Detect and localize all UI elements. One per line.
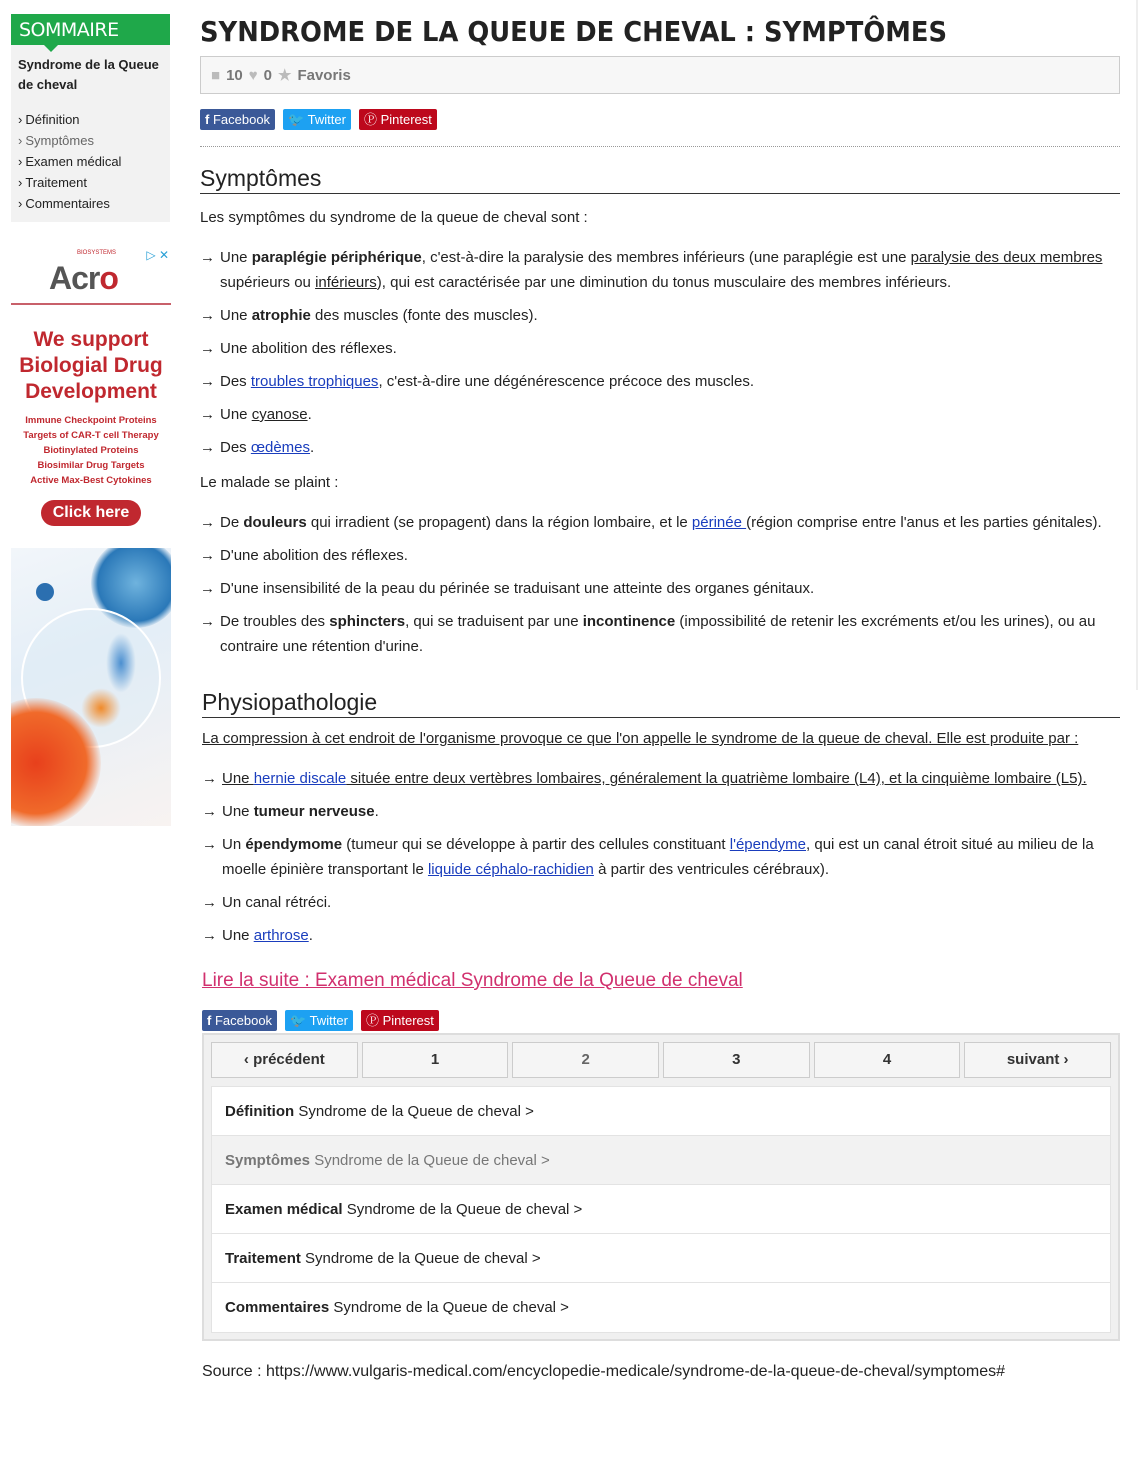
arrow-right-icon: → (202, 927, 217, 944)
text: , qui se traduisent par une (405, 613, 583, 630)
bold-term: incontinence (582, 613, 676, 630)
list-item (202, 923, 1120, 948)
physio-list (202, 766, 1120, 948)
list-item (200, 609, 1120, 659)
list-item (200, 510, 1120, 535)
text: qui irradient (se propagent) dans la région lombaire, et le (306, 514, 692, 531)
page-list (211, 1086, 1111, 1333)
advertisement[interactable]: BIOSYSTEMS Acro ▷ ✕ We support Biologial Drug Development Immune Checkpoint Proteins Targets of CAR-T cell Therapy Biotinylated Proteins Biosimilar Drug Targets Active Max-Best Cytokines Click here (11, 248, 171, 826)
ad-headline: We support Biologial Drug Development (19, 328, 163, 403)
text: , c'est-à-dire une dégénérescence précoce des muscles. (378, 373, 755, 390)
share-buttons-top (200, 109, 1120, 130)
text: (impossibilité de retenir les excréments et/ou les urines), ou au contraire une rétention d'urine. (220, 613, 1096, 655)
inline-link[interactable]: œdèmes (250, 439, 311, 456)
symptomes-heading: Symptômes (200, 165, 1120, 194)
arrow-right-icon: → (200, 580, 215, 597)
next-page-button[interactable]: suivant › (964, 1042, 1111, 1078)
sidebar-item-4[interactable] (18, 193, 163, 214)
comment-icon[interactable]: ■ (211, 66, 221, 84)
bold-term: atrophie (251, 307, 311, 324)
list-item (202, 890, 1120, 915)
pinterest-icon: Ⓟ (365, 1013, 379, 1028)
arrow-right-icon: → (202, 770, 217, 787)
facebook-icon: f (207, 1013, 212, 1028)
stats-bar (200, 56, 1120, 94)
bold-term: douleurs (243, 514, 307, 531)
chevron-right-icon: › (18, 154, 23, 169)
text: Des (220, 373, 251, 390)
list-item (202, 832, 1120, 882)
divider (200, 146, 1120, 147)
source-text: Source : https://www.vulgaris-medical.com/encyclopedie-medicale/syndrome-de-la-queue-de-cheval/symptomes# (202, 1363, 1006, 1380)
pagination-panel (202, 1033, 1120, 1341)
text: (région comprise entre l'anus et les parties génitales). (746, 514, 1102, 531)
page-list-item-text: Syndrome de la Queue de cheval > (294, 1103, 534, 1120)
facebook-share-button[interactable]: f Facebook (202, 1010, 277, 1031)
chevron-right-icon: › (18, 175, 23, 190)
heart-icon[interactable]: ♥ (248, 66, 258, 84)
complaints-list (200, 510, 1120, 659)
chevron-right-icon: › (18, 133, 23, 148)
text: Une abolition des réflexes. (220, 340, 397, 357)
underlined-text: cyanose (251, 406, 308, 423)
text: . (310, 439, 315, 456)
sidebar-item-2[interactable] (18, 151, 163, 172)
twitter-icon: 🐦 (288, 112, 305, 127)
arrow-right-icon: → (202, 894, 217, 911)
text: à partir des ventricules cérébraux). (593, 861, 830, 878)
list-item (200, 303, 1120, 328)
list-item (200, 245, 1120, 295)
page-list-item-title: Commentaires (225, 1299, 330, 1316)
page-list-item[interactable] (212, 1185, 1110, 1234)
page-list-item-text: Syndrome de la Queue de cheval > (329, 1299, 569, 1316)
arrow-right-icon: → (200, 307, 215, 324)
arrow-right-icon: → (200, 514, 215, 531)
text: , c'est-à-dire la paralysie des membres inférieurs (une paraplégie est une (421, 249, 911, 266)
list-item (200, 543, 1120, 568)
read-more-link[interactable]: Lire la suite : Examen médical Syndrome de la Queue de cheval (202, 970, 743, 991)
page-2-button[interactable]: 2 (512, 1042, 659, 1078)
page-3-button[interactable]: 3 (663, 1042, 810, 1078)
text: De troubles des (220, 613, 330, 630)
symptomes-intro: Les symptômes du syndrome de la queue de cheval sont : (200, 209, 588, 226)
page-1-button[interactable]: 1 (362, 1042, 509, 1078)
arrow-right-icon: → (202, 803, 217, 820)
text: des muscles (fonte des muscles). (310, 307, 538, 324)
text: . (308, 927, 313, 944)
page-list-item-title: Symptômes (225, 1152, 311, 1169)
text: supérieurs ou (220, 274, 316, 291)
inline-link[interactable]: arthrose (253, 927, 309, 944)
bold-term: sphincters (329, 613, 406, 630)
sidebar-item-label: Commentaires (25, 196, 110, 211)
acro-logo: BIOSYSTEMS Acro ▷ ✕ (11, 248, 171, 305)
underlined-text: inférieurs (315, 274, 377, 291)
twitter-icon: 🐦 (290, 1013, 307, 1028)
star-icon[interactable]: ★ (278, 67, 292, 84)
sidebar-item-3[interactable] (18, 172, 163, 193)
list-item (202, 766, 1120, 791)
ad-illustration (11, 548, 171, 826)
arrow-right-icon: → (200, 439, 215, 456)
pinterest-share-button[interactable]: Ⓟ Pinterest (361, 1010, 439, 1031)
text: Une (220, 249, 252, 266)
inline-link[interactable]: liquide céphalo-rachidien (427, 861, 594, 878)
share-buttons-bottom (202, 1010, 1120, 1031)
text: Des (220, 439, 251, 456)
text: D'une abolition des réflexes. (220, 547, 408, 564)
page-list-item-title: Traitement (225, 1250, 301, 1267)
twitter-share-button[interactable]: 🐦 Twitter (283, 109, 351, 130)
text: (tumeur qui se développe à partir des cellules constituant (342, 836, 730, 853)
inline-link[interactable]: périnée (691, 514, 747, 531)
text: , qui est un canal étroit situé au milieu de la moelle épinière transportant le (222, 836, 1094, 878)
arrow-right-icon: → (200, 613, 215, 630)
article (200, 0, 1120, 1433)
text: Une (222, 803, 254, 820)
list-item (200, 435, 1120, 460)
pinterest-icon: Ⓟ (363, 112, 377, 127)
sidebar-item-label: Symptômes (25, 133, 94, 148)
text: ), qui est caractérisée par une diminution du tonus musculaire des membres inférieurs. (376, 274, 952, 291)
sidebar-item-0[interactable] (18, 109, 163, 130)
list-item (200, 402, 1120, 427)
arrow-right-icon: → (200, 547, 215, 564)
ad-click-here-button[interactable]: Click here (41, 500, 141, 526)
pinterest-share-button[interactable]: Ⓟ Pinterest (359, 109, 437, 130)
page-title: SYNDROME DE LA QUEUE DE CHEVAL : SYMPTÔMES (200, 15, 948, 48)
sommaire-title: Syndrome de la Queue de cheval (18, 57, 159, 92)
underlined-text: située entre deux vertèbres lombaires, généralement la quatrième lombaire (L4), et la cinquième lombaire (L5). (346, 770, 1087, 787)
arrow-right-icon: → (202, 836, 217, 853)
text: Un (222, 836, 246, 853)
page-list-item-text: Syndrome de la Queue de cheval > (342, 1201, 583, 1218)
sidebar-item-1[interactable] (18, 130, 163, 151)
sommaire-header: SOMMAIRE (11, 14, 170, 45)
twitter-share-button[interactable]: 🐦 Twitter (285, 1010, 353, 1031)
symptomes-list (200, 245, 1120, 460)
text: Une (222, 927, 254, 944)
physio-heading: Physiopathologie (202, 689, 1120, 718)
text: D'une insensibilité de la peau du périnée se traduisant une atteinte des organes génitaux. (220, 580, 815, 597)
page-4-button[interactable]: 4 (814, 1042, 961, 1078)
prev-page-button[interactable]: ‹ précédent (211, 1042, 358, 1078)
ad-choices-close-icon[interactable]: ▷ ✕ (146, 248, 169, 262)
chevron-right-icon: › (18, 112, 23, 127)
text: Un canal rétréci. (222, 894, 332, 911)
sidebar-item-label: Définition (25, 112, 80, 127)
page-list-item[interactable] (212, 1136, 1110, 1185)
facebook-share-button[interactable]: f Facebook (200, 109, 275, 130)
list-item (200, 576, 1120, 601)
list-item (200, 369, 1120, 394)
chevron-right-icon: › (18, 196, 23, 211)
text: Une (220, 406, 252, 423)
page-list-item-text: Syndrome de la Queue de cheval > (310, 1152, 550, 1169)
symptomes-intro2: Le malade se plaint : (200, 474, 339, 491)
page-list-item-text: Syndrome de la Queue de cheval > (300, 1250, 541, 1267)
likes-count: 0 (263, 66, 272, 84)
list-item (200, 336, 1120, 361)
underlined-text: Une (222, 770, 254, 787)
text: Une (220, 307, 252, 324)
page-list-item-title: Définition (225, 1103, 295, 1120)
bold-term: paraplégie périphérique (251, 249, 422, 266)
text: De (220, 514, 244, 531)
sidebar-item-label: Examen médical (25, 154, 122, 169)
page-list-item[interactable] (212, 1087, 1110, 1136)
arrow-right-icon: → (200, 373, 215, 390)
physio-intro: La compression à cet endroit de l'organisme provoque ce que l'on appelle le syndrome de la queue de cheval. Elle est produite par : (202, 730, 1079, 747)
arrow-right-icon: → (200, 249, 215, 266)
bold-term: tumeur nerveuse (253, 803, 375, 820)
page-list-item-title: Examen médical (225, 1201, 343, 1218)
favorites-label[interactable]: Favoris (297, 66, 351, 84)
arrow-right-icon: → (200, 340, 215, 357)
sommaire (11, 14, 170, 222)
pagination (211, 1042, 1111, 1078)
text: . (374, 803, 379, 820)
comments-count: 10 (226, 66, 243, 84)
scrollbar[interactable] (1136, 0, 1138, 690)
inline-link[interactable]: hernie discale (253, 770, 347, 787)
underlined-text: paralysie des deux membres (910, 249, 1103, 266)
facebook-icon: f (205, 112, 210, 127)
inline-link[interactable]: l'épendyme (729, 836, 807, 853)
page-list-item[interactable] (212, 1283, 1110, 1332)
sidebar-item-label: Traitement (25, 175, 87, 190)
text: . (307, 406, 312, 423)
list-item (202, 799, 1120, 824)
page-list-item[interactable] (212, 1234, 1110, 1283)
bold-term: épendymome (245, 836, 343, 853)
arrow-right-icon: → (200, 406, 215, 423)
inline-link[interactable]: troubles trophiques (250, 373, 379, 390)
